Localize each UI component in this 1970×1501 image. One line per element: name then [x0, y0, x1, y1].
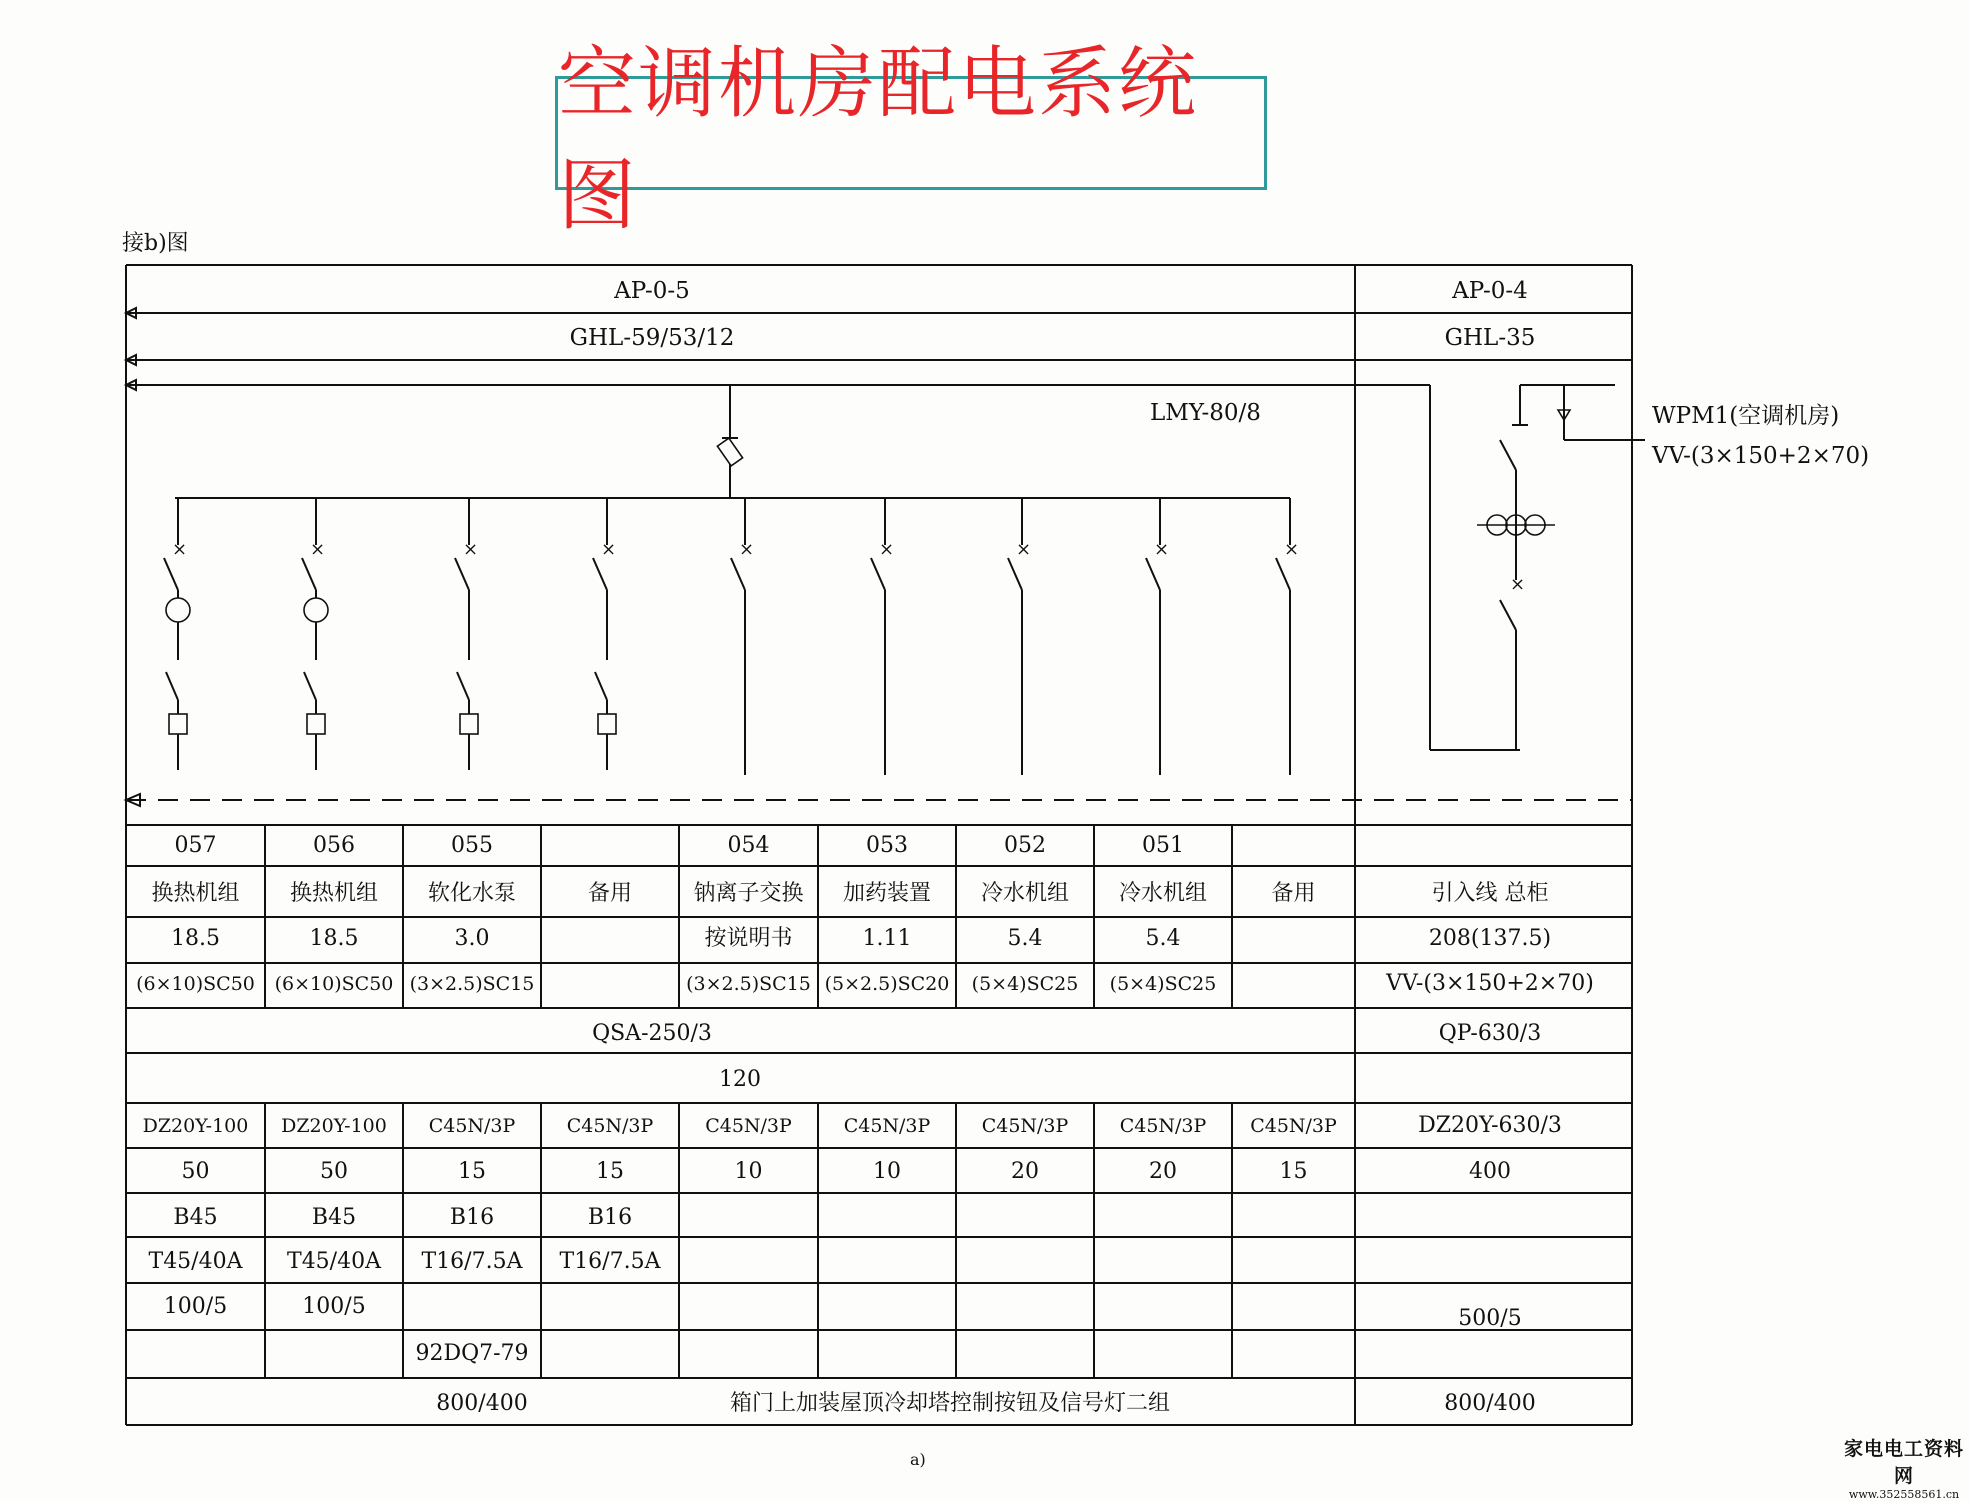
shared-size: 800/400: [436, 1391, 528, 1416]
breaker-mark: ×: [463, 539, 479, 560]
cell-no: 057: [174, 833, 217, 858]
cell-name: 加药装置: [842, 881, 932, 906]
cell-current: 15: [596, 1159, 624, 1184]
cell-relay: T45/40A: [148, 1249, 243, 1274]
cell-current: 15: [1279, 1159, 1308, 1184]
thermal-relay: [307, 714, 325, 734]
branch-8: [1146, 498, 1169, 775]
right-cabinet-type: GHL-35: [1444, 325, 1536, 351]
branch-6: [871, 498, 894, 775]
branch-circuits: [164, 498, 1299, 775]
cell-breaker: C45N/3P: [1250, 1115, 1337, 1137]
cell-current: 10: [873, 1159, 901, 1184]
schedule-table-cells: [136, 833, 1594, 1416]
right-power: 208(137.5): [1428, 926, 1552, 951]
right-cabinet-label: AP-0-4: [1452, 278, 1528, 304]
cell-relay: T16/7.5A: [559, 1249, 661, 1274]
cell-cable: (5×2.5)SC20: [824, 973, 950, 995]
watermark: [1840, 1434, 1968, 1501]
current-transformer: [166, 598, 190, 622]
right-name: 引入线 总柜: [1431, 881, 1549, 906]
cell-relay: T45/40A: [287, 1249, 381, 1274]
feeder-name: WPM1(空调机房): [1652, 403, 1840, 429]
breaker-mark: ×: [1154, 539, 1170, 560]
cell-ct: 100/5: [302, 1294, 366, 1319]
branch-1: [164, 498, 190, 770]
cell-no: 054: [727, 833, 770, 858]
breaker-mark: ×: [879, 539, 895, 560]
cell-no: 055: [451, 833, 493, 858]
branch-9: [1276, 498, 1299, 775]
cell-cable: (3×2.5)SC15: [409, 973, 535, 995]
breaker-mark: ×: [1284, 539, 1300, 560]
feeder-cable: VV-(3×150+2×70): [1652, 443, 1870, 469]
cell-cable: (6×10)SC50: [274, 973, 394, 995]
figure-label: a): [910, 1450, 926, 1469]
cell-name: 备用: [1271, 881, 1316, 906]
watermark-name: 家电电工资料网: [1843, 1438, 1964, 1487]
cell-no: 056: [313, 833, 355, 858]
left-cabinet-type: GHL-59/53/12: [569, 325, 735, 351]
cell-contactor: B16: [449, 1205, 495, 1230]
cell-contactor: B45: [311, 1205, 357, 1230]
breaker-mark: ×: [739, 539, 755, 560]
cell-cable: (6×10)SC50: [136, 973, 255, 995]
right-cable: VV-(3×150+2×70): [1386, 971, 1594, 996]
branch-4: [593, 498, 616, 770]
cell-name: 冷水机组: [1118, 881, 1208, 906]
cell-no: 051: [1142, 833, 1184, 858]
right-ct: 500/5: [1458, 1306, 1522, 1331]
cell-cable: (3×2.5)SC15: [686, 973, 811, 995]
breaker-mark: ×: [310, 539, 326, 560]
cell-relay: T16/7.5A: [421, 1249, 523, 1274]
cell-contactor: B45: [173, 1205, 218, 1230]
watermark-url: www.352558561.cn: [1848, 1488, 1960, 1501]
cell-name: 钠离子交换: [693, 881, 804, 906]
busbar-label: LMY-80/8: [1150, 400, 1261, 426]
shared-switch-current: 120: [719, 1067, 761, 1092]
cell-ct: 100/5: [163, 1294, 228, 1319]
cell-no: 052: [1004, 833, 1046, 858]
cell-cable: (5×4)SC25: [971, 973, 1079, 995]
cell-power: 按说明书: [704, 926, 793, 951]
cell-no: 053: [866, 833, 908, 858]
cell-current: 20: [1011, 1159, 1039, 1184]
cell-power: 3.0: [454, 926, 490, 951]
cell-current: 15: [458, 1159, 486, 1184]
branch-3: [455, 498, 478, 770]
thermal-relay: [460, 714, 478, 734]
thermal-relay: [598, 714, 616, 734]
cell-power: 1.11: [862, 926, 912, 951]
cell-cable: (5×4)SC25: [1109, 973, 1217, 995]
breaker-mark: ×: [1016, 539, 1032, 560]
breaker-mark: ×: [601, 539, 617, 560]
branch-5: [731, 498, 754, 775]
right-current: 400: [1469, 1159, 1511, 1184]
shared-switch: QSA-250/3: [592, 1021, 712, 1046]
thermal-relay: [169, 714, 187, 734]
incoming-cabinet-symbol: [1430, 385, 1645, 750]
cell-breaker: C45N/3P: [843, 1115, 931, 1137]
breaker-mark: ×: [172, 539, 188, 560]
cell-power: 5.4: [1145, 926, 1181, 951]
cell-breaker: C45N/3P: [981, 1115, 1069, 1137]
left-cabinet-label: AP-0-5: [614, 278, 690, 304]
right-size: 800/400: [1444, 1391, 1536, 1416]
diagram-title: 空调机房配电系统图: [558, 39, 1199, 241]
cell-breaker: C45N/3P: [705, 1115, 792, 1137]
cell-breaker: DZ20Y-100: [142, 1115, 249, 1137]
cell-breaker: C45N/3P: [428, 1115, 516, 1137]
cell-name: 换热机组: [289, 881, 379, 906]
cell-current: 10: [734, 1159, 763, 1184]
cell-power: 18.5: [309, 926, 359, 951]
main-incoming-symbol: [175, 385, 1290, 508]
cell-name: 备用: [587, 881, 633, 906]
cell-breaker: C45N/3P: [566, 1115, 654, 1137]
branch-2: [302, 498, 328, 770]
cell-name: 软化水泵: [427, 881, 517, 906]
current-transformer: [304, 598, 328, 622]
cell-breaker: C45N/3P: [1119, 1115, 1207, 1137]
cell-current: 20: [1149, 1159, 1177, 1184]
cell-contactor: B16: [587, 1205, 633, 1230]
shared-remark: 箱门上加装屋顶冷却塔控制按钮及信号灯二组: [729, 1391, 1171, 1416]
incoming-breaker-mark: ×: [1510, 574, 1526, 595]
right-switch: QP-630/3: [1438, 1021, 1542, 1046]
right-breaker: DZ20Y-630/3: [1418, 1113, 1562, 1138]
cell-note: 92DQ7-79: [415, 1341, 529, 1366]
cell-current: 50: [320, 1159, 348, 1184]
cell-name: 冷水机组: [980, 881, 1070, 906]
branch-7: [1008, 498, 1031, 775]
reference-note: 接b)图: [122, 231, 189, 256]
cell-current: 50: [181, 1159, 210, 1184]
cell-breaker: DZ20Y-100: [281, 1115, 387, 1137]
cell-power: 18.5: [171, 926, 220, 951]
cell-power: 5.4: [1007, 926, 1043, 951]
cell-name: 换热机组: [151, 881, 240, 906]
